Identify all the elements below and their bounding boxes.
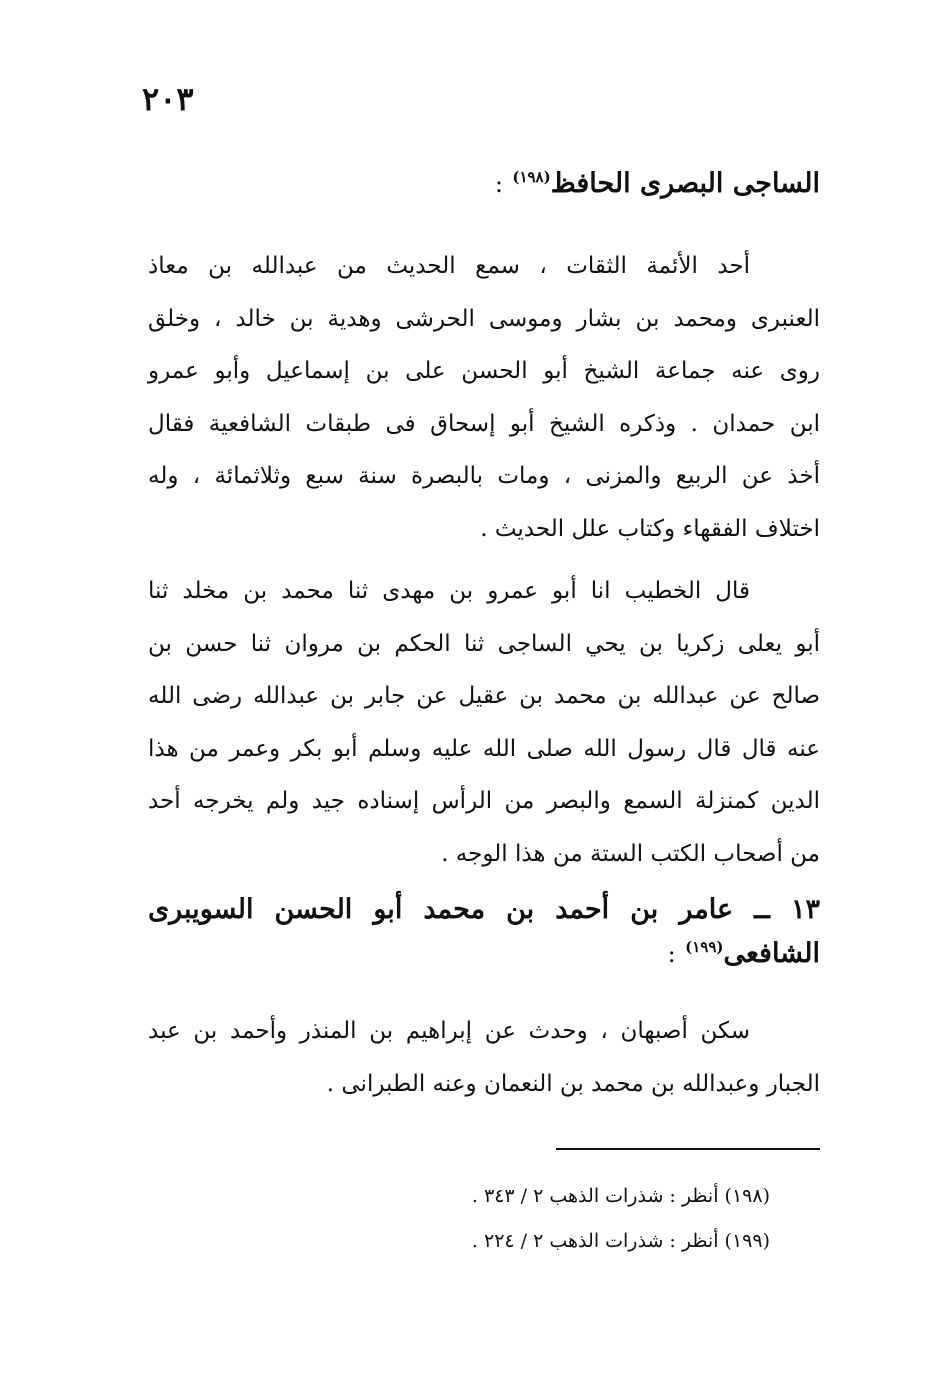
entry-199-title-line-1: ١٣ ــ عامر بن أحمد بن محمد أبو الحسن السويبرى — [148, 894, 820, 925]
entry-199-heading — [148, 888, 820, 976]
footnote-198: (١٩٨) أنظر : شذرات الذهب ٢ / ٣٤٣ . — [471, 1185, 770, 1207]
entry-198-paragraph-2 — [148, 565, 820, 880]
footnote-ref-199: (١٩٩) — [685, 938, 724, 956]
entry-198-colon: : — [494, 170, 503, 198]
footnote-199: (١٩٩) أنظر : شذرات الذهب ٢ / ٢٢٤ . — [471, 1230, 770, 1252]
paragraph-line: العنبرى ومحمد بن بشار وموسى الحرشى وهدية بن خالد ، وخلق — [148, 305, 820, 332]
paragraph-line: قال الخطيب انا أبو عمرو بن مهدى ثنا محمد بن مخلد ثنا — [148, 578, 750, 604]
paragraph-line: عنه قال قال رسول الله صلى الله عليه وسلم أبو بكر وعمر من هذا — [148, 735, 820, 762]
paragraph-line: من أصحاب الكتب الستة من هذا الوجه . — [441, 840, 820, 867]
paragraph-line: ابن حمدان . وذكره الشيخ أبو إسحاق فى طبقات الشافعية فقال — [148, 410, 820, 437]
entry-199-title-line-2: الشافعى — [723, 938, 820, 969]
entry-198-title: الساجى البصرى الحافظ — [550, 168, 820, 199]
paragraph-line: اختلاف الفقهاء وكتاب علل الحديث . — [480, 515, 820, 542]
page-number: ٢٠٣ — [142, 80, 194, 118]
entry-198-heading — [148, 162, 820, 206]
footnote-divider — [556, 1148, 820, 1150]
paragraph-line: صالح عن عبدالله بن محمد بن عقيل عن جابر بن عبدالله رضى الله — [148, 683, 820, 709]
entry-199-colon: : — [667, 940, 676, 968]
entry-199-paragraph — [148, 1005, 820, 1110]
paragraph-line: أخذ عن الربيع والمزنى ، ومات بالبصرة سنة سبع وثلاثمائة ، وله — [148, 463, 820, 489]
paragraph-line: روى عنه جماعة الشيخ أبو الحسن على بن إسماعيل وأبو عمرو — [148, 358, 820, 384]
paragraph-line: الدين كمنزلة السمع والبصر من الرأس إسناده جيد ولم يخرجه أحد — [148, 788, 820, 814]
paragraph-line: سكن أصبهان ، وحدث عن إبراهيم بن المنذر وأحمد بن عبد — [148, 1018, 750, 1044]
paragraph-line: الجبار وعبدالله بن محمد بن النعمان وعنه الطبرانى . — [326, 1070, 820, 1097]
footnote-ref-198: (١٩٨) — [512, 168, 551, 186]
paragraph-line: أبو يعلى زكريا بن يحي الساجى ثنا الحكم بن مروان ثنا حسن بن — [148, 630, 820, 657]
entry-198-paragraph-1 — [148, 240, 820, 555]
paragraph-line: أحد الأئمة الثقات ، سمع الحديث من عبدالله بن معاذ — [148, 253, 750, 279]
